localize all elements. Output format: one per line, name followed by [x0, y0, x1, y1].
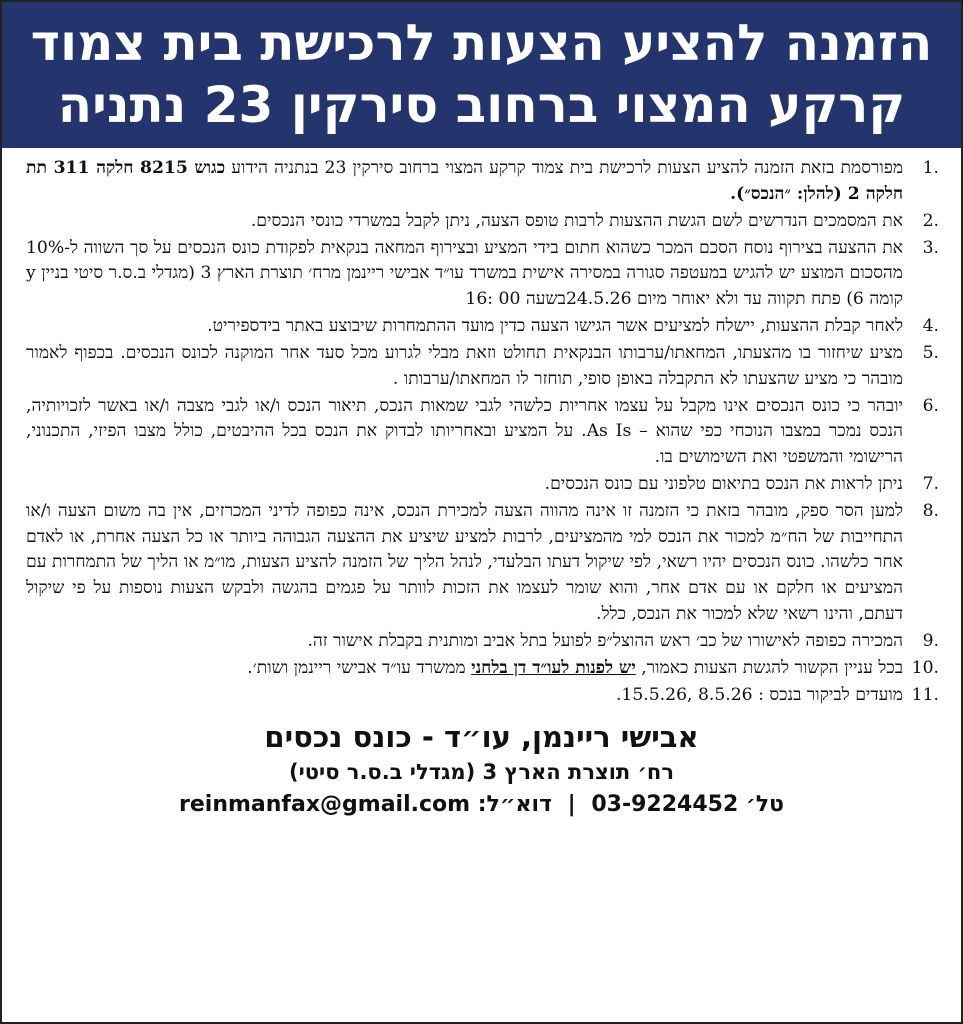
list-item	[26, 209, 939, 235]
item-text: למען הסר ספק, מובהר בזאת כי הזמנה זו אינה מהווה הצעה למכירת הנכס, אינה כפופה לדיני המכרזים, אין בה משום הצעה ו/או התחייבות של הח״מ למכור את הנכס למי מהמציעים, לרבות למציע שיציע את ההצעה הגבוהה ביותר או כל הצעה אחרת, או לאדם אחר כלשהו. כונס הנכסים יהיו רשאי, לפי שיקול דעתו הבלעדי, לנהל הליך של הזמנה להציע הצעות, מו״מ או הליך של התמחרות עם המציעים או חלקם או עם אדם אחר, והוא שומר לעצמו את הזכות לוותר על פגמים בהגשה ולבקש הצעות נוספות על פי שיקול דעתם, והינו רשאי שלא למכור את הנכס, כלל.	[26, 501, 903, 624]
item-number: 2.	[922, 210, 939, 231]
item-text: יובהר כי כונס הנכסים אינו מקבל על עצמו אחריות כלשהי לגבי שמאות הנכס, תיאור הנכס ו/או לגבי מצבה ו/או באשר לזכויותיה, הנכס נמכר במצבו הנוכחי כפי שהוא – As Is. על המציע ובאחריותו לבדוק את הנכס בכל ההיבטים, כולל מצבו הפיזי, התכנוני, הרישומי והמשפטי ואת השימושים בו.	[26, 395, 903, 468]
item-text: מפורסמת בזאת הזמנה להציע הצעות לרכישת בית צמוד קרקע המצוי ברחוב סירקין 23 בנתניה הידוע כגוש 8215 חלקה 311 תת חלקה 2 (להלן: ״הנכס״).	[26, 158, 904, 204]
item-text: את המסמכים הנדרשים לשם הגשת ההצעות לרבות טופס הצעה, ניתן לקבל במשרדי כונסי הנכסים.	[250, 210, 903, 231]
terms-list	[2, 148, 961, 708]
list-item	[26, 683, 939, 709]
item-number: 7.	[922, 474, 939, 495]
list-item	[26, 314, 939, 340]
item-text: מועדים לביקור בנכס : 8.5.26 ,15.5.26.	[615, 684, 903, 705]
list-item	[26, 156, 939, 207]
separator: |	[567, 792, 576, 818]
item-number: 5.	[922, 343, 939, 364]
parcel-details: כגוש 8215 חלקה 311 תת חלקה 2 (להלן: ״הנכס״).	[26, 158, 903, 204]
item-text: מציע שיחזור בו מהצעתו, המחאתו/ערבותו הבנקאית תחולט וזאת מבלי לגרוע מכל סעד אחר המוקנה לכונס הנכסים. בכפוף לאמור מובהר כי מציע שהצעתו לא התקבלה באופן סופי, תוחזר לו המחאתו/ערבותו .	[26, 343, 903, 389]
item-number: 1.	[922, 158, 939, 178]
list-item	[26, 629, 939, 655]
item-number: 11.	[911, 684, 939, 705]
headline-line-2: קרקע המצוי ברחוב סירקין 23 נתניה	[57, 76, 906, 134]
office-address: רח׳ תוצרת הארץ 3 (מגדלי ב.ס.ר סיטי)	[289, 760, 674, 785]
list-item	[26, 656, 939, 682]
item-text: את ההצעה בצירוף נוסח הסכם המכר כשהוא חתום בידי המציע ובצירוף המחאה בנקאית לפקודת כונס הנכסים על סך השווה ל-10% מהסכום המוצע יש להגיש במעטפה סגורה במסירה אישית במשרד עו״ד אבישי ריינמן מרח׳ תוצרת הארץ 3 (מגדלי ב.ס.ר סיטי בניין y קומה 6) פתח תקווה עד ולא יאוחר מיום 24.5.26בשעה 00 :16	[26, 237, 903, 309]
item-text: ניתן לראות את הנכס בתיאום טלפוני עם כונס הנכסים.	[544, 474, 903, 495]
receiver-name: אבישי ריינמן, עו״ד - כונס נכסים	[264, 720, 699, 755]
list-item	[26, 394, 939, 471]
item-number: 3.	[922, 237, 939, 258]
email-label: דוא״ל:	[477, 792, 552, 818]
contact-line	[2, 788, 961, 822]
item-text: המכירה כפופה לאישורו של כב׳ ראש ההוצל״פ לפועל בתל אביב ומותנית בקבלת אישור זה.	[307, 630, 903, 651]
item-number: 10.	[911, 657, 939, 678]
contact-lawyer: יש לפנות לעו״ד דן בלחני	[471, 657, 636, 678]
item-text: לאחר קבלת ההצעות, יישלח למציעים אשר הגישו הצעה כדין מועד ההתמחרות שיבוצע באתר בידספיריט.	[207, 316, 903, 337]
list-item	[26, 499, 939, 627]
headline-line-1: הזמנה להציע הצעות לרכישת בית צמוד	[30, 14, 933, 72]
list-item	[26, 341, 939, 392]
phone-label: טל׳	[745, 792, 784, 818]
item-number: 8.	[922, 501, 939, 522]
list-item	[26, 472, 939, 498]
signature-block	[2, 718, 961, 822]
header-banner	[2, 2, 961, 148]
item-number: 9.	[922, 630, 939, 651]
email-address: reinmanfax@gmail.com	[179, 792, 471, 818]
phone-number: 03-9224452	[591, 792, 739, 818]
item-number: 6.	[922, 395, 939, 416]
item-text: בכל עניין הקשור להגשת הצעות כאמור, יש לפנות לעו״ד דן בלחני ממשרד עו״ד אבישי ריינמן ושות׳.	[247, 657, 903, 678]
item-number: 4.	[922, 316, 939, 337]
list-item	[26, 236, 939, 313]
